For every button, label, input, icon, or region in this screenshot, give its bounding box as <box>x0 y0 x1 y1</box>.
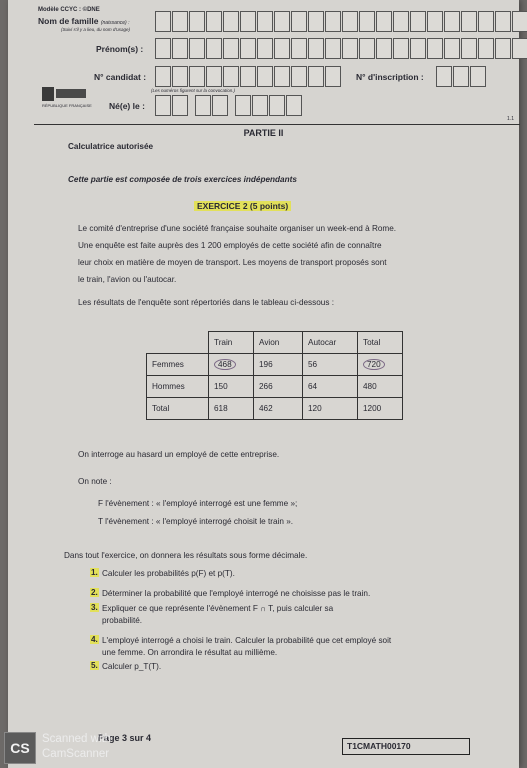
input-box[interactable] <box>235 95 251 116</box>
input-box[interactable] <box>155 66 171 87</box>
candidat-label: N° candidat : <box>94 72 147 82</box>
question-text: Déterminer la probabilité que l'employé interrogé ne choisisse pas le train. <box>102 589 371 598</box>
table-cell: 480 <box>358 376 403 398</box>
flag-icon <box>56 89 86 98</box>
input-box[interactable] <box>376 11 392 32</box>
input-box[interactable] <box>240 38 256 59</box>
table-cell: 64 <box>303 376 358 398</box>
input-box[interactable] <box>308 11 324 32</box>
input-box[interactable] <box>189 66 205 87</box>
input-box[interactable] <box>172 95 188 116</box>
question-number: 1. <box>91 568 98 577</box>
partie-title: PARTIE II <box>243 128 284 138</box>
republique-logo: RÉPUBLIQUE FRANÇAISE <box>42 87 98 109</box>
input-box[interactable] <box>240 11 256 32</box>
prenom-label: Prénom(s) : <box>96 44 144 54</box>
input-box[interactable] <box>453 66 469 87</box>
header-cell: Train <box>209 332 254 354</box>
input-box[interactable] <box>444 38 460 59</box>
input-box[interactable] <box>291 66 307 87</box>
question-text: probabilité. <box>102 616 143 625</box>
results-text: Les résultats de l'enquête sont répertoriés dans le tableau ci-dessous : <box>78 298 334 307</box>
table-cell: 150 <box>209 376 254 398</box>
table-cell: 120 <box>303 398 358 420</box>
header-cell: Avion <box>254 332 303 354</box>
para-line: le train, l'avion ou l'autocar. <box>78 275 177 284</box>
input-box[interactable] <box>512 11 527 32</box>
nom-label: Nom de famille (naissance) : <box>38 16 130 26</box>
input-box[interactable] <box>436 66 452 87</box>
input-box[interactable] <box>257 66 273 87</box>
row-label: Total <box>147 398 209 420</box>
camscanner-watermark: Scanned with CamScanner <box>42 733 112 760</box>
question-text: Expliquer ce que représente l'évènement F ∩ T, puis calculer sa <box>102 604 334 613</box>
exercice-title: EXERCICE 2 (5 points) <box>194 201 291 211</box>
input-box[interactable] <box>269 95 285 116</box>
definition-t: T l'évènement : « l'employé interrogé choisit le train ». <box>98 517 294 526</box>
input-box[interactable] <box>257 11 273 32</box>
definition-f: F l'évènement : « l'employé interrogé est une femme »; <box>98 499 298 508</box>
table-row <box>147 398 403 420</box>
input-box[interactable] <box>240 66 256 87</box>
page-number: Page 3 sur 4 <box>98 733 152 743</box>
input-box[interactable] <box>461 11 477 32</box>
exam-code: T1CMATH00170 <box>342 738 470 755</box>
table-header-row <box>147 332 403 354</box>
input-box[interactable] <box>212 95 228 116</box>
page-mark: 1.1 <box>507 116 514 122</box>
header-cell: Autocar <box>303 332 358 354</box>
marianne-icon <box>42 87 54 101</box>
input-box[interactable] <box>325 66 341 87</box>
input-box[interactable] <box>393 11 409 32</box>
input-box[interactable] <box>252 95 268 116</box>
intro-text: Cette partie est composée de trois exercices indépendants <box>68 175 297 184</box>
input-box[interactable] <box>286 95 302 116</box>
camscanner-logo-icon: CS <box>4 732 36 764</box>
para-line: leur choix en matière de moyen de transport. Les moyens de transport proposés sont <box>78 258 387 267</box>
question-text: L'employé interrogé a choisi le train. Calculer la probabilité que cet employé soit <box>102 636 392 645</box>
question-text: Calculer p_T(T). <box>102 662 162 671</box>
input-box[interactable] <box>478 11 494 32</box>
input-box[interactable] <box>195 95 211 116</box>
question-number: 2. <box>91 588 98 597</box>
input-box[interactable] <box>223 11 239 32</box>
birthdate-label: Né(e) le : <box>109 101 145 111</box>
input-box[interactable] <box>342 38 358 59</box>
candidat-note: (Les numéros figurent sur la convocation.) <box>151 88 236 93</box>
input-box[interactable] <box>359 38 375 59</box>
input-box[interactable] <box>393 38 409 59</box>
calculatrice-note: Calculatrice autorisée <box>68 142 154 151</box>
input-box[interactable] <box>444 11 460 32</box>
para-line: Une enquête est faite auprès des 1 200 employés de cette société afin de connaître <box>78 241 382 250</box>
input-box[interactable] <box>155 11 171 32</box>
table-cell: 196 <box>254 354 303 376</box>
input-box[interactable] <box>291 38 307 59</box>
input-box[interactable] <box>427 11 443 32</box>
input-box[interactable] <box>325 11 341 32</box>
input-box[interactable] <box>512 38 527 59</box>
input-box[interactable] <box>206 66 222 87</box>
results-table <box>146 331 403 420</box>
input-box[interactable] <box>172 11 188 32</box>
row-label: Hommes <box>147 376 209 398</box>
interroge-text: On interroge au hasard un employé de cette entreprise. <box>78 450 280 459</box>
input-box[interactable] <box>274 66 290 87</box>
nom-boxes[interactable] <box>155 11 527 32</box>
circled-value: 468 <box>214 359 236 370</box>
input-box[interactable] <box>274 38 290 59</box>
input-box[interactable] <box>172 38 188 59</box>
candidat-boxes[interactable] <box>155 66 342 87</box>
input-box[interactable] <box>410 11 426 32</box>
input-box[interactable] <box>206 11 222 32</box>
table-row <box>147 376 403 398</box>
on-note-text: On note : <box>78 477 112 486</box>
para-line: Le comité d'entreprise d'une société française souhaite organiser un week-end à Rome. <box>78 224 397 233</box>
birthdate-boxes[interactable] <box>155 95 303 116</box>
question-text: une femme. On arrondira le résultat au millième. <box>102 648 278 657</box>
input-box[interactable] <box>410 38 426 59</box>
input-box[interactable] <box>308 66 324 87</box>
input-box[interactable] <box>189 38 205 59</box>
input-box[interactable] <box>495 38 511 59</box>
row-label: Femmes <box>147 354 209 376</box>
input-box[interactable] <box>376 38 392 59</box>
input-box[interactable] <box>325 38 341 59</box>
inscription-boxes[interactable] <box>436 66 487 87</box>
prenom-boxes[interactable] <box>155 38 527 59</box>
inscription-label: N° d'inscription : <box>356 72 424 82</box>
question-number: 4. <box>91 635 98 644</box>
table-cell: 56 <box>303 354 358 376</box>
input-box[interactable] <box>223 38 239 59</box>
table-cell: 1200 <box>358 398 403 420</box>
question-number: 3. <box>91 603 98 612</box>
input-box[interactable] <box>172 66 188 87</box>
dans-tout-text: Dans tout l'exercice, on donnera les résultats sous forme décimale. <box>64 551 308 560</box>
header-cell: Total <box>358 332 403 354</box>
input-box[interactable] <box>342 11 358 32</box>
input-box[interactable] <box>206 38 222 59</box>
input-box[interactable] <box>257 38 273 59</box>
input-box[interactable] <box>155 38 171 59</box>
input-box[interactable] <box>461 38 477 59</box>
input-box[interactable] <box>427 38 443 59</box>
input-box[interactable] <box>495 11 511 32</box>
input-box[interactable] <box>274 11 290 32</box>
input-box[interactable] <box>155 95 171 116</box>
input-box[interactable] <box>359 11 375 32</box>
candidate-header <box>34 4 520 125</box>
table-cell: 462 <box>254 398 303 420</box>
input-box[interactable] <box>308 38 324 59</box>
model-label: Modèle CCYC : ©DNE <box>38 7 100 13</box>
table-cell: 618 <box>209 398 254 420</box>
table-cell: 266 <box>254 376 303 398</box>
question-text: Calculer les probabilités p(F) et p(T). <box>102 569 235 578</box>
nom-sub-label: (Suivi s'il y a lieu, du nom d'usage) <box>61 27 131 32</box>
exam-page <box>8 0 519 768</box>
table-row <box>147 354 403 376</box>
input-box[interactable] <box>470 66 486 87</box>
question-number: 5. <box>91 661 98 670</box>
input-box[interactable] <box>223 66 239 87</box>
input-box[interactable] <box>189 11 205 32</box>
input-box[interactable] <box>478 38 494 59</box>
input-box[interactable] <box>291 11 307 32</box>
circled-value: 720 <box>363 359 385 370</box>
